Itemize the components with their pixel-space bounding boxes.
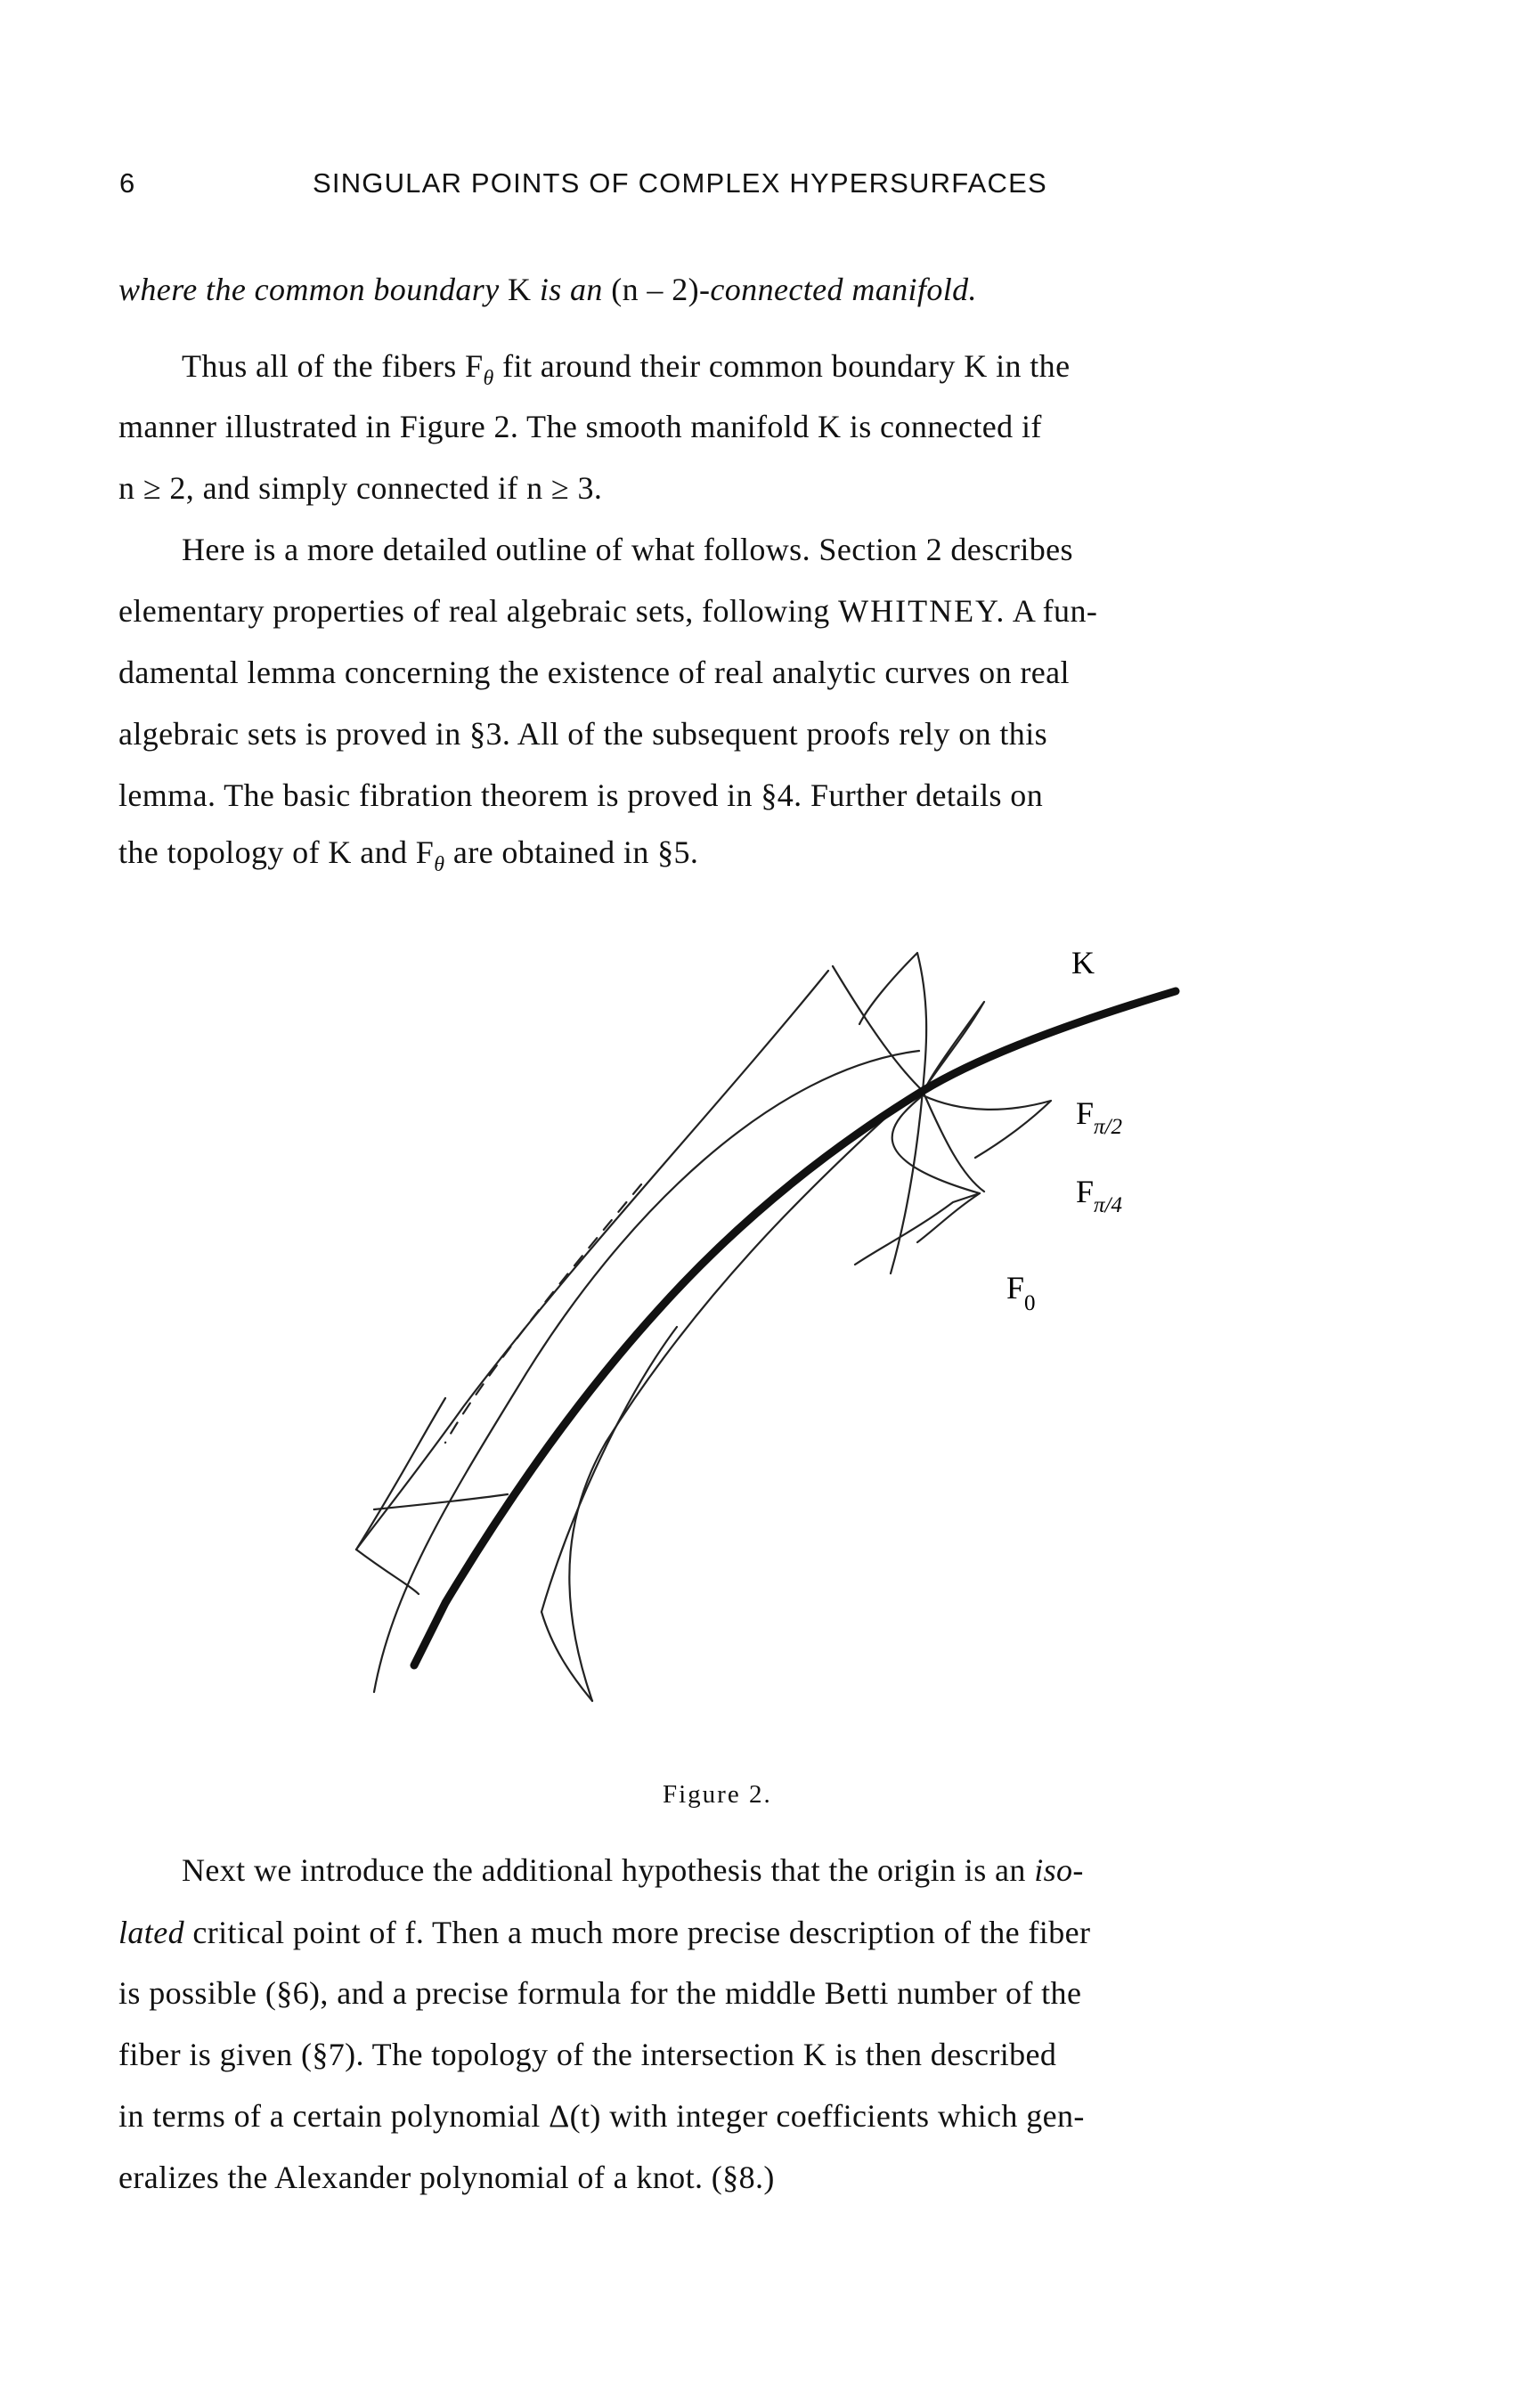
- paragraph-2-line-3: [118, 468, 602, 508]
- text-run: in the: [996, 348, 1071, 384]
- label-f-main: F: [1076, 1174, 1095, 1209]
- label-f-main: F: [1006, 1270, 1025, 1306]
- math-symbol: n: [118, 470, 135, 506]
- label-f-sub: π/4: [1094, 1193, 1123, 1217]
- fiber-sheet-right: [569, 1095, 910, 1701]
- math-symbol: K: [328, 834, 352, 870]
- paragraph-3-line-3: damental lemma concerning the existence of real analytic curves on real: [118, 655, 1070, 690]
- text-run: with integer coefficients which gen-: [609, 2098, 1085, 2134]
- running-title: SINGULAR POINTS OF COMPLEX HYPERSURFACES: [313, 167, 1047, 199]
- fiber-sheet-f0-lower: [356, 1398, 445, 1550]
- label-f-main: F: [1076, 1095, 1095, 1131]
- figure-caption: Figure 2.: [663, 1780, 772, 1809]
- text-run: -connected manifold.: [699, 272, 977, 307]
- paragraph-3-line-4: algebraic sets is proved in §3. All of the subsequent proofs rely on this: [118, 716, 1048, 752]
- text-run: and: [360, 834, 408, 870]
- math-subscript: θ: [434, 853, 445, 876]
- text-run: critical point of f. Then a much more precise description of the fiber: [192, 1915, 1091, 1950]
- paragraph-3-line-5: lemma. The basic fibration theorem is proved in §4. Further details on: [118, 777, 1044, 813]
- paragraph-4-line-1: [182, 1851, 1084, 1890]
- text-run: is then described: [835, 2037, 1057, 2072]
- math-expression: Δ(t): [549, 2098, 601, 2134]
- text-run: elementary properties of real algebraic sets, following: [118, 593, 830, 629]
- math-expression: (n – 2): [611, 272, 700, 307]
- paragraph-4-line-3: is possible (§6), and a precise formula for the middle Betti number of the: [118, 1975, 1082, 2011]
- paragraph-4-line-2: [118, 1913, 1090, 1952]
- label-f-sub: π/2: [1094, 1115, 1123, 1139]
- fiber-sheet-f0-return: [356, 1550, 419, 1594]
- text-run: 3.: [577, 470, 603, 506]
- paragraph-3-line-6: [118, 833, 698, 884]
- math-symbol: F: [415, 834, 435, 870]
- paragraph-4-line-6: eralizes the Alexander polynomial of a knot. (§8.): [118, 2160, 775, 2195]
- math-subscript: θ: [483, 367, 494, 390]
- label-f-sub: 0: [1024, 1291, 1036, 1315]
- paragraph-2-line-1: [182, 346, 1070, 398]
- math-symbol: K: [818, 409, 842, 444]
- fiber-sheet-f0-bottom: [374, 1494, 508, 1509]
- text-run: is an: [539, 272, 603, 307]
- page-number: 6: [119, 167, 136, 199]
- math-operator: ≥: [142, 470, 161, 506]
- text-run: in terms of a certain polynomial: [118, 2098, 541, 2134]
- math-symbol: K: [508, 272, 532, 307]
- text-run: where the common boundary: [118, 272, 500, 307]
- paragraph-3-line-1: Here is a more detailed outline of what follows. Section 2 describes: [182, 532, 1073, 567]
- paragraph-2-line-2: [118, 407, 1042, 446]
- paragraph-1-line-1: [118, 270, 977, 309]
- text-run: Thus all of the fibers: [182, 348, 457, 384]
- text-run: 2, and simply connected if n: [169, 470, 543, 506]
- paragraph-4-line-4: [118, 2035, 1056, 2074]
- math-symbol: K: [802, 2037, 827, 2072]
- math-symbol: K: [964, 348, 988, 384]
- fiber-sheet-fpi2: [923, 1095, 1051, 1158]
- text-run-italic: iso-: [1034, 1852, 1084, 1888]
- fiber-sheet-f0-outer: [356, 971, 828, 1550]
- text-run: fit around their common boundary: [502, 348, 956, 384]
- text-run: is connected if: [849, 409, 1042, 444]
- label-f-pi-4: [1076, 1174, 1122, 1217]
- text-run: are obtained in §5.: [452, 834, 699, 870]
- fiber-petal-4: [891, 1091, 923, 1273]
- knot-curve-k: [414, 991, 1176, 1665]
- label-f-0: [1006, 1270, 1036, 1315]
- label-f-pi-2: [1076, 1095, 1122, 1139]
- text-run: A fun-: [1012, 593, 1098, 629]
- paragraph-4-line-5: [118, 2096, 1085, 2135]
- label-k: K: [1071, 945, 1095, 980]
- math-symbol: F: [465, 348, 484, 384]
- text-run: Next we introduce the additional hypothesis that the origin is an: [182, 1852, 1026, 1888]
- text-run: fiber is given (§7). The topology of the intersection: [118, 2037, 795, 2072]
- math-operator: ≥: [550, 470, 570, 506]
- figure-2-fibration-diagram: [338, 926, 1193, 1728]
- author-name: WHITNEY.: [838, 593, 1006, 629]
- text-run: the topology of: [118, 834, 320, 870]
- text-run: manner illustrated in Figure 2. The smooth manifold: [118, 409, 810, 444]
- fiber-petal-2: [859, 953, 926, 1091]
- paragraph-3-line-2: [118, 591, 1097, 630]
- fiber-sheet-fpi4-lower: [917, 1193, 980, 1242]
- fiber-sheet-right-bottom: [542, 1612, 592, 1701]
- fiber-petal-1: [833, 966, 923, 1091]
- text-run-italic: lated: [118, 1915, 184, 1950]
